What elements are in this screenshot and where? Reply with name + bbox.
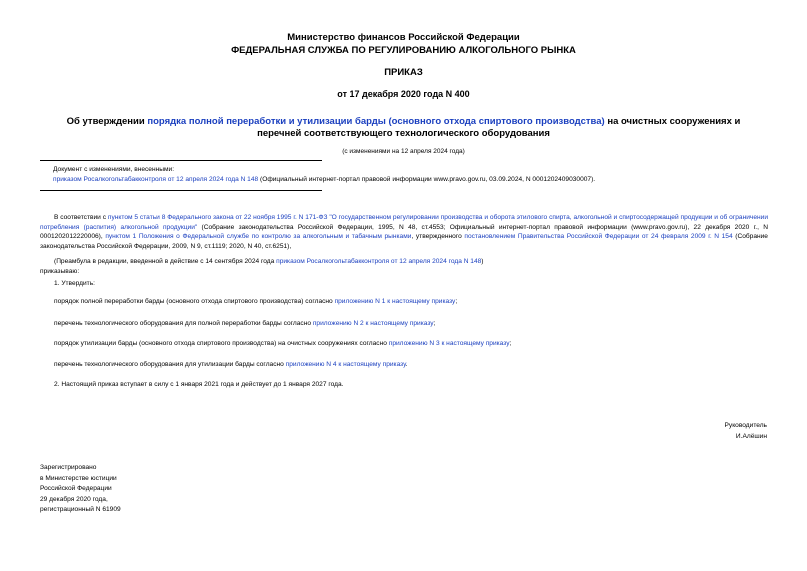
resolution-link[interactable]: постановлением Правительства Российской Федерации от 24 февраля 2009 г. N 154 xyxy=(464,233,733,240)
regulation-link[interactable]: пунктом 1 Положения о Федеральной службе по контролю за алкогольным и табачным рынками xyxy=(105,233,412,240)
changes-note: (с изменениями на 12 апреля 2024 года) xyxy=(342,148,465,155)
approve-item-suffix: ; xyxy=(433,320,436,327)
preamble-note-link[interactable]: приказом Росалкогольтабакконтроля от 12 апреля 2024 года N 148 xyxy=(276,258,482,265)
approve-item xyxy=(54,319,435,329)
registration-line: 29 декабря 2020 года, xyxy=(40,495,108,503)
appendix-4-link[interactable]: приложению N 4 к настоящему приказу xyxy=(285,361,406,368)
registration-line: регистрационный N 61909 xyxy=(40,506,121,513)
approve-item-suffix: ; xyxy=(455,298,458,305)
title-suffix: на очистных сооружениях и перечней соответствующего технологического оборудования xyxy=(257,116,741,139)
title-link[interactable]: порядка полной переработки и утилизации барды (основного отхода спиртового производства) xyxy=(147,116,605,127)
service-heading: ФЕДЕРАЛЬНАЯ СЛУЖБА ПО РЕГУЛИРОВАНИЮ АЛКОГОЛЬНОГО РЫНКА xyxy=(231,45,576,56)
registration-block xyxy=(40,463,121,516)
approve-item xyxy=(54,360,408,370)
preamble-text-1: В соответствии с xyxy=(54,214,108,221)
approve-item-suffix: . xyxy=(405,361,408,368)
top-divider xyxy=(40,160,322,161)
orders-label: приказываю: xyxy=(40,268,80,275)
signature-role: Руководитель xyxy=(724,422,767,429)
bottom-divider xyxy=(40,190,322,191)
document-date: от 17 декабря 2020 года N 400 xyxy=(337,89,470,99)
item-2: 2. Настоящий приказ вступает в силу с 1 января 2021 года и действует до 1 января 2027 года. xyxy=(54,381,344,388)
item-1: 1. Утвердить: xyxy=(54,280,95,287)
approve-item-text: перечень технологического оборудования для утилизации барды согласно xyxy=(54,361,286,368)
preamble-note-suffix: ) xyxy=(481,258,484,265)
approve-item-text: порядок утилизации барды (основного отхода спиртового производства) на очистных сооружениях согласно xyxy=(54,340,389,347)
ministry-heading: Министерство финансов Российской Федерации xyxy=(287,32,520,43)
approve-item-suffix: ; xyxy=(509,340,512,347)
appendix-1-link[interactable]: приложению N 1 к настоящему приказу xyxy=(334,298,456,305)
amendment-source: (Официальный интернет-портал правовой информации www.pravo.gov.ru, 03.09.2024, N 0001202409030007). xyxy=(258,176,596,183)
amendments-intro: Документ с изменениями, внесенными: xyxy=(53,166,175,173)
document-title xyxy=(60,116,747,140)
approve-item-text: порядок полной переработки барды (основного отхода спиртового производства) согласно xyxy=(54,298,335,305)
preamble-text-2: (Собрание законодательства Российской Федерации, 1995, N 48, ст.4553; Официальный интернет-портал правовой информации (www.pravo.gov.ru), 22 декабря 2020 г., N 0001202012220006), xyxy=(40,223,768,240)
registration-line: в Министерстве юстиции xyxy=(40,474,117,482)
approve-item-text: перечень технологического оборудования для полной переработки барды согласно xyxy=(54,320,313,327)
approve-item xyxy=(54,297,457,307)
appendix-2-link[interactable]: приложению N 2 к настоящему приказу xyxy=(312,320,434,327)
law-link[interactable]: пунктом 5 статьи 8 Федерального закона от 22 ноября 1995 г. N 171-ФЗ "О государственном регулировании производства и оборота этилового спирта, алкогольной и спиртосодержащей продукции и об ограничении потребления (распития) алкогольной продукции" xyxy=(40,214,769,231)
appendix-3-link[interactable]: приложению N 3 к настоящему приказу xyxy=(388,340,510,347)
approve-item xyxy=(54,339,511,349)
registration-line: Зарегистрировано xyxy=(40,464,97,471)
registration-line: Российской Федерации xyxy=(40,485,112,492)
preamble-note xyxy=(54,257,484,267)
preamble-paragraph xyxy=(40,213,768,251)
preamble-note-prefix: (Преамбула в редакции, введенной в действие с 14 сентября 2024 года xyxy=(54,258,277,265)
amendment-link[interactable]: приказом Росалкогольтабакконтроля от 12 апреля 2024 года N 148 xyxy=(53,176,259,183)
title-prefix: Об утверждении xyxy=(66,116,148,127)
amendments-line xyxy=(53,175,595,185)
preamble-text-4: (Собрание законодательства Российской Федерации, 2009, N 9, ст.1119; 2020, N 40, ст.6251), xyxy=(40,233,768,250)
preamble-text-3: , утвержденного xyxy=(411,233,465,240)
signature-name: И.Алёшин xyxy=(735,433,767,440)
document-type: ПРИКАЗ xyxy=(384,67,423,78)
